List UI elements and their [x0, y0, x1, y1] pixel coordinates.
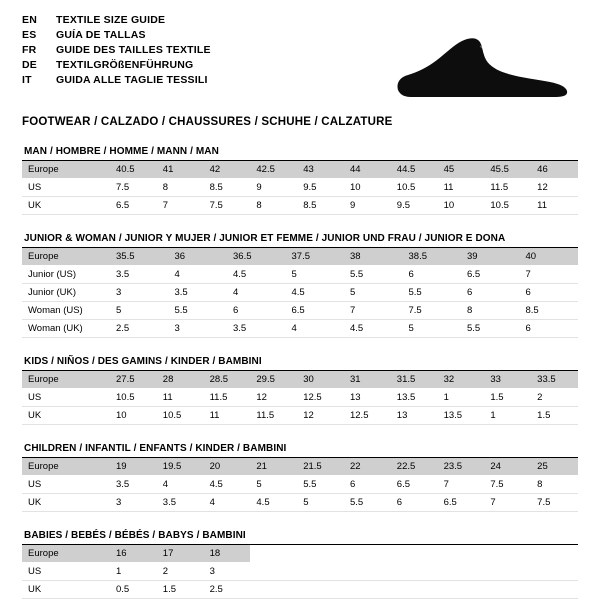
header [22, 14, 578, 106]
row-label: US [22, 389, 110, 407]
size-cell: 32 [438, 371, 485, 389]
row-label: Woman (UK) [22, 320, 110, 338]
size-cell: 4 [286, 320, 345, 338]
row-label: Europe [22, 458, 110, 476]
size-cell: 11 [157, 389, 204, 407]
size-cell: 2.5 [204, 581, 251, 599]
size-cell: 5.5 [344, 266, 403, 284]
size-cell: 42 [204, 161, 251, 179]
size-cell: 12.5 [344, 407, 391, 425]
size-cell-empty [391, 545, 438, 563]
row-label: US [22, 476, 110, 494]
size-cell: 7 [438, 476, 485, 494]
size-cell: 45 [438, 161, 485, 179]
size-cell: 6 [461, 284, 520, 302]
size-cell: 7.5 [484, 476, 531, 494]
section-junior-woman [22, 233, 578, 338]
language-code: DE [22, 59, 37, 71]
size-cell: 44 [344, 161, 391, 179]
size-cell: 1.5 [531, 407, 578, 425]
size-cell: 13.5 [438, 407, 485, 425]
size-cell: 2.5 [110, 320, 169, 338]
size-cell: 5 [403, 320, 462, 338]
size-cell: 13.5 [391, 389, 438, 407]
size-cell: 37.5 [286, 248, 345, 266]
size-cell-empty [391, 581, 438, 599]
size-cell: 6 [227, 302, 286, 320]
size-cell: 1 [484, 407, 531, 425]
size-cell: 3 [110, 494, 157, 512]
size-cell-empty [391, 563, 438, 581]
size-cell: 4.5 [344, 320, 403, 338]
table-row [22, 302, 578, 320]
size-cell: 19 [110, 458, 157, 476]
size-cell: 12 [250, 389, 297, 407]
size-cell: 10.5 [484, 197, 531, 215]
table-row [22, 371, 578, 389]
row-label: Europe [22, 545, 110, 563]
size-cell: 7 [157, 197, 204, 215]
size-cell: 1.5 [484, 389, 531, 407]
size-cell: 6.5 [286, 302, 345, 320]
size-cell: 10 [344, 179, 391, 197]
size-cell: 23.5 [438, 458, 485, 476]
table-row [22, 476, 578, 494]
language-row [22, 59, 211, 74]
section-title: CHILDREN / INFANTIL / ENFANTS / KINDER / BAMBINI [22, 443, 578, 458]
size-cell: 30 [297, 371, 344, 389]
language-row [22, 44, 211, 59]
size-cell: 40.5 [110, 161, 157, 179]
size-cell: 9 [250, 179, 297, 197]
size-cell: 8.5 [297, 197, 344, 215]
size-cell-empty [297, 581, 344, 599]
language-title: GUIDE DES TAILLES TEXTILE [56, 44, 211, 56]
size-cell: 6 [520, 284, 579, 302]
size-cell: 5.5 [461, 320, 520, 338]
language-code: IT [22, 74, 32, 86]
language-title: TEXTILGRÖßENFÜHRUNG [56, 59, 194, 71]
size-cell-empty [250, 581, 297, 599]
size-cell: 4 [204, 494, 251, 512]
size-cell: 10.5 [157, 407, 204, 425]
language-code: EN [22, 14, 37, 26]
size-cell-empty [531, 581, 578, 599]
size-cell-empty [344, 563, 391, 581]
language-row [22, 29, 211, 44]
size-cell-empty [484, 581, 531, 599]
table-row [22, 248, 578, 266]
size-cell-empty [484, 563, 531, 581]
size-cell: 38 [344, 248, 403, 266]
table-row [22, 179, 578, 197]
language-code: ES [22, 29, 37, 41]
row-label: Europe [22, 371, 110, 389]
size-cell: 3.5 [110, 476, 157, 494]
size-cell: 17 [157, 545, 204, 563]
size-cell: 21 [250, 458, 297, 476]
size-cell: 4.5 [227, 266, 286, 284]
size-cell: 4.5 [204, 476, 251, 494]
size-cell: 22 [344, 458, 391, 476]
size-cell: 5 [250, 476, 297, 494]
row-label: UK [22, 494, 110, 512]
size-cell: 3.5 [169, 284, 228, 302]
size-cell: 29.5 [250, 371, 297, 389]
size-cell: 6.5 [110, 197, 157, 215]
size-cell-empty [438, 563, 485, 581]
size-cell: 10.5 [110, 389, 157, 407]
size-cell: 11.5 [484, 179, 531, 197]
size-cell: 7 [344, 302, 403, 320]
section-children [22, 443, 578, 512]
size-cell: 28 [157, 371, 204, 389]
size-cell: 9.5 [297, 179, 344, 197]
size-cell: 5.5 [403, 284, 462, 302]
section-title: MAN / HOMBRE / HOMME / MANN / MAN [22, 146, 578, 161]
row-label: US [22, 179, 110, 197]
size-table-junior-woman [22, 248, 578, 338]
language-row [22, 74, 211, 89]
size-cell-empty [438, 581, 485, 599]
table-row [22, 197, 578, 215]
table-row [22, 161, 578, 179]
size-cell: 1 [438, 389, 485, 407]
size-cell: 33 [484, 371, 531, 389]
size-cell: 4.5 [286, 284, 345, 302]
size-cell: 36 [169, 248, 228, 266]
table-row [22, 407, 578, 425]
size-cell: 36.5 [227, 248, 286, 266]
language-title-table [22, 14, 211, 89]
size-cell: 13 [344, 389, 391, 407]
size-cell: 20 [204, 458, 251, 476]
size-cell: 38.5 [403, 248, 462, 266]
size-cell: 35.5 [110, 248, 169, 266]
size-cell-empty [438, 545, 485, 563]
size-cell: 3 [110, 284, 169, 302]
table-row [22, 458, 578, 476]
size-cell: 6 [344, 476, 391, 494]
size-cell: 5 [286, 266, 345, 284]
size-cell: 4 [157, 476, 204, 494]
size-cell: 7.5 [531, 494, 578, 512]
row-label: Junior (US) [22, 266, 110, 284]
size-cell: 10.5 [391, 179, 438, 197]
category-line: FOOTWEAR / CALZADO / CHAUSSURES / SCHUHE / CALZATURE [22, 116, 393, 128]
size-table-children [22, 458, 578, 512]
size-cell-empty [531, 563, 578, 581]
size-cell-empty [531, 545, 578, 563]
size-cell: 8 [461, 302, 520, 320]
size-cell-empty [297, 563, 344, 581]
size-cell: 5.5 [169, 302, 228, 320]
size-cell-empty [297, 545, 344, 563]
section-babies [22, 530, 578, 599]
size-cell: 10 [110, 407, 157, 425]
table-row [22, 389, 578, 407]
row-label: UK [22, 407, 110, 425]
table-row [22, 581, 578, 599]
size-cell: 31.5 [391, 371, 438, 389]
size-cell: 5 [297, 494, 344, 512]
size-cell: 24 [484, 458, 531, 476]
section-man [22, 146, 578, 215]
size-cell: 5.5 [297, 476, 344, 494]
size-cell: 4 [227, 284, 286, 302]
size-cell: 5.5 [344, 494, 391, 512]
size-cell: 7 [484, 494, 531, 512]
size-cell: 2 [531, 389, 578, 407]
row-label: US [22, 563, 110, 581]
size-cell: 8 [250, 197, 297, 215]
size-cell: 43 [297, 161, 344, 179]
size-cell: 0.5 [110, 581, 157, 599]
size-cell: 41 [157, 161, 204, 179]
size-cell: 16 [110, 545, 157, 563]
size-cell: 6 [403, 266, 462, 284]
size-cell: 19.5 [157, 458, 204, 476]
size-table-man [22, 161, 578, 215]
size-cell: 21.5 [297, 458, 344, 476]
table-row [22, 494, 578, 512]
size-table-babies [22, 545, 578, 599]
table-row [22, 284, 578, 302]
size-cell: 8 [157, 179, 204, 197]
row-label: Woman (US) [22, 302, 110, 320]
table-row [22, 545, 578, 563]
size-cell: 22.5 [391, 458, 438, 476]
size-cell: 4 [169, 266, 228, 284]
size-cell: 25 [531, 458, 578, 476]
size-cell: 10 [438, 197, 485, 215]
size-cell: 9 [344, 197, 391, 215]
size-cell: 1 [110, 563, 157, 581]
size-cell: 12 [531, 179, 578, 197]
section-title: JUNIOR & WOMAN / JUNIOR Y MUJER / JUNIOR ET FEMME / JUNIOR UND FRAU / JUNIOR E DONA [22, 233, 578, 248]
row-label: UK [22, 581, 110, 599]
language-code: FR [22, 44, 37, 56]
size-cell: 6 [391, 494, 438, 512]
size-cell: 2 [157, 563, 204, 581]
size-cell-empty [250, 563, 297, 581]
language-title: GUIDA ALLE TAGLIE TESSILI [56, 74, 208, 86]
size-cell: 31 [344, 371, 391, 389]
size-cell-empty [344, 545, 391, 563]
size-cell: 4.5 [250, 494, 297, 512]
size-cell: 12.5 [297, 389, 344, 407]
size-cell: 42.5 [250, 161, 297, 179]
size-cell: 7.5 [204, 197, 251, 215]
size-cell-empty [250, 545, 297, 563]
size-cell: 9.5 [391, 197, 438, 215]
size-cell: 27.5 [110, 371, 157, 389]
size-cell: 45.5 [484, 161, 531, 179]
size-cell: 11 [438, 179, 485, 197]
size-cell: 11 [204, 407, 251, 425]
size-cell: 8.5 [204, 179, 251, 197]
row-label: Europe [22, 248, 110, 266]
size-cell: 11 [531, 197, 578, 215]
size-cell-empty [344, 581, 391, 599]
size-cell: 3.5 [110, 266, 169, 284]
size-cell: 39 [461, 248, 520, 266]
size-cell: 46 [531, 161, 578, 179]
section-kids [22, 356, 578, 425]
size-cell: 18 [204, 545, 251, 563]
size-cell: 11.5 [204, 389, 251, 407]
dress-shoe-icon [390, 34, 570, 104]
size-cell: 6.5 [461, 266, 520, 284]
size-cell: 8 [531, 476, 578, 494]
size-cell: 11.5 [250, 407, 297, 425]
table-row [22, 266, 578, 284]
size-cell: 5 [344, 284, 403, 302]
size-cell-empty [484, 545, 531, 563]
size-cell: 40 [520, 248, 579, 266]
size-cell: 12 [297, 407, 344, 425]
size-cell: 6 [520, 320, 579, 338]
size-cell: 33.5 [531, 371, 578, 389]
row-label: Junior (UK) [22, 284, 110, 302]
size-cell: 13 [391, 407, 438, 425]
size-cell: 3.5 [157, 494, 204, 512]
section-title: KIDS / NIÑOS / DES GAMINS / KINDER / BAMBINI [22, 356, 578, 371]
table-row [22, 320, 578, 338]
language-row [22, 14, 211, 29]
size-cell: 1.5 [157, 581, 204, 599]
size-cell: 7 [520, 266, 579, 284]
language-title: TEXTILE SIZE GUIDE [56, 14, 166, 26]
size-cell: 28.5 [204, 371, 251, 389]
size-cell: 44.5 [391, 161, 438, 179]
language-title: GUÍA DE TALLAS [56, 29, 146, 41]
table-row [22, 563, 578, 581]
size-cell: 3 [169, 320, 228, 338]
size-cell: 3.5 [227, 320, 286, 338]
size-table-kids [22, 371, 578, 425]
row-label: UK [22, 197, 110, 215]
size-cell: 7.5 [110, 179, 157, 197]
size-cell: 7.5 [403, 302, 462, 320]
size-cell: 6.5 [391, 476, 438, 494]
section-title: BABIES / BEBÉS / BÉBÉS / BABYS / BAMBINI [22, 530, 578, 545]
row-label: Europe [22, 161, 110, 179]
size-cell: 3 [204, 563, 251, 581]
size-cell: 5 [110, 302, 169, 320]
size-cell: 8.5 [520, 302, 579, 320]
size-cell: 6.5 [438, 494, 485, 512]
